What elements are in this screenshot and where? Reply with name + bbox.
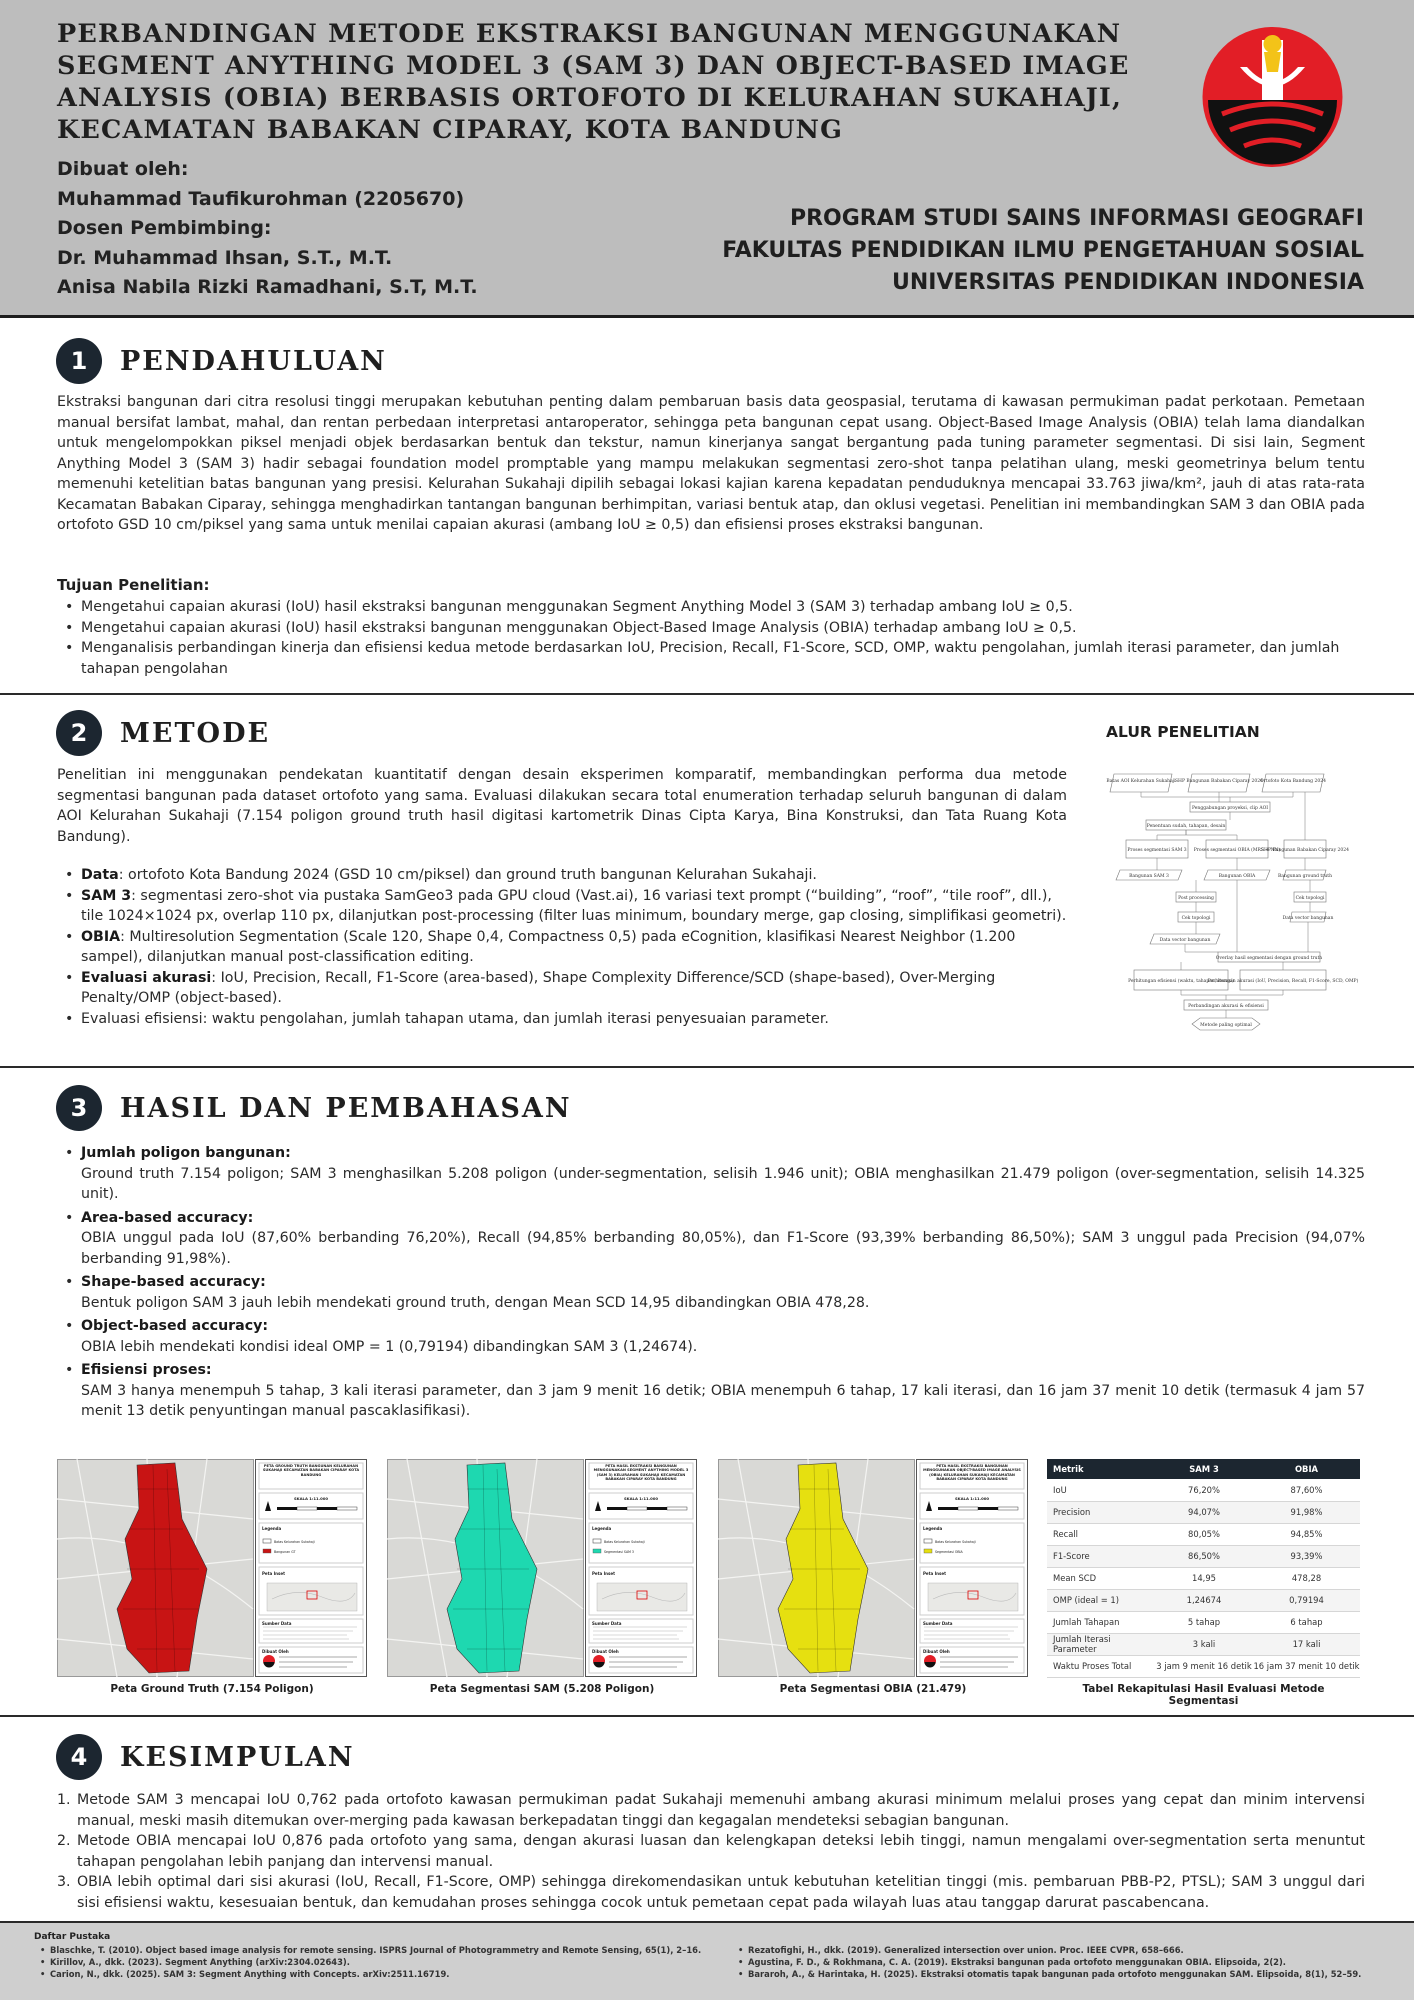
table-cell: 5 tahap [1155,1611,1253,1633]
list-item: • Jumlah poligon bangunan: Ground truth 7.154 poligon; SAM 3 menghasilkan 5.208 poligon (under-segmentation, selisih 1.946 unit); OBIA menghasilkan 21.479 poligon (over-segmentation, selisih 14.325 unit). [57,1143,1365,1205]
column-header: OBIA [1253,1459,1360,1479]
map-caption: Peta Ground Truth (7.154 Poligon) [110,1683,314,1695]
legend-item: Batas Kelurahan Sukahaji [935,1540,976,1544]
map-scale: SKALA 1:11.000 [623,1496,659,1501]
table-cell: Mean SCD [1047,1567,1155,1589]
summary-table [1047,1459,1360,1678]
legend-label: Legenda [592,1526,612,1531]
goals-label: Tujuan Penelitian: [57,576,210,594]
references-title: Daftar Pustaka [34,1932,111,1942]
map-figure [387,1459,697,1695]
author-block [57,155,478,303]
table-row [1047,1523,1360,1545]
reference-item: • Agustina, F. D., & Rokhmana, C. A. (2019). Ekstraksi bangunan pada ortofoto menggunakan OBIA. Elipsoida, 2(2). [732,1956,1402,1968]
list-item: • Mengetahui capaian akurasi (IoU) hasil ekstraksi bangunan menggunakan Object-Based Image Analysis (OBIA) terhadap ambang IoU ≥ 0,5. [57,618,1365,639]
references-left [34,1944,714,1980]
table-row [1047,1589,1360,1611]
map-image [387,1459,697,1677]
column-header: Metrik [1047,1459,1155,1479]
list-item: • Mengetahui capaian akurasi (IoU) hasil ekstraksi bangunan menggunakan Segment Anything Model 3 (SAM 3) terhadap ambang IoU ≥ 0,5. [57,597,1365,618]
flow-node: Proses segmentasi OBIA (MRS + NN) [1193,848,1281,853]
poster-header [0,0,1414,318]
flow-node: Penggabungan proyeksi, clip AOI [1191,806,1269,811]
maker-label: Dibuat Oleh [592,1649,619,1654]
map-image [57,1459,367,1677]
made-by-label: Dibuat oleh: [57,158,189,180]
list-item: 1. Metode SAM 3 mencapai IoU 0,762 pada ortofoto kawasan permukiman padat Sukahaji memenuhi ambang akurasi minimum melalui proses yang cepat dan minim intervensi manual, meski masih ditemukan over-merging pada kawasan berkepadatan tinggi dan kegagalan mendeteksi sebagian bangunan. [57,1792,1365,1829]
map-scale: SKALA 1:11.000 [293,1496,329,1501]
flowchart-title: ALUR PENELITIAN [1106,723,1260,741]
list-item: • Efisiensi proses: SAM 3 hanya menempuh 5 tahap, 3 kali iterasi parameter, dan 3 jam 9 menit 16 detik; OBIA menempuh 6 tahap, 17 kali iterasi, dan 16 jam 37 menit 10 detik (termasuk 4 jam 57 menit 13 detik penyuntingan manual pascaklasifikasi). [57,1360,1365,1422]
title-line: KECAMATAN BABAKAN CIPARAY, KOTA BANDUNG [57,115,844,145]
table-row [1047,1633,1360,1655]
legend-label: Legenda [923,1526,943,1531]
legend-item: Batas Kelurahan Sukahaji [274,1540,315,1544]
section-title: PENDAHULUAN [120,345,387,377]
list-item: • Data: ortofoto Kota Bandung 2024 (GSD 10 cm/piksel) dan ground truth bangunan Kelurahan Sukahaji. [57,865,1067,886]
map-title: PETA GROUND TRUTH BANGUNAN KELURAHAN SUKAHAJI KECAMATAN BABAKAN CIPARAY KOTA BANDUNG [262,1464,360,1477]
institution-line: FAKULTAS PENDIDIKAN ILMU PENGETAHUAN SOSIAL [722,238,1364,263]
table-cell: 14,95 [1155,1567,1253,1589]
list-item: • Area-based accuracy: OBIA unggul pada IoU (87,60% berbanding 76,20%), Recall (94,85% berbanding 80,05%), dan F1-Score (93,39% berbanding 86,50%); SAM 3 unggul pada Precision (94,07% berbanding 91,98%). [57,1208,1365,1270]
table-cell: 94,85% [1253,1523,1360,1545]
inset-label: Peta Inset [923,1571,946,1576]
maker-label: Dibuat Oleh [923,1649,950,1654]
table-cell: 1,24674 [1155,1589,1253,1611]
flow-node: Data vector bangunan [1282,916,1334,921]
research-flowchart [1106,770,1359,1070]
inset-label: Peta Inset [592,1571,615,1576]
map-figure [718,1459,1028,1695]
source-label: Sumber Data [592,1621,622,1626]
flow-node: Batas AOI Kelurahan Sukahaji [1106,779,1176,784]
map-title: PETA HASIL EKSTRAKSI BANGUNAN MENGGUNAKAN OBJECT-BASED IMAGE ANALYSIS (OBIA) KELURAHAN SUKAHAJI KECAMATAN BABAKAN CIPARAY KOTA BANDUNG [923,1464,1021,1482]
column-header: SAM 3 [1155,1459,1253,1479]
references-right [732,1944,1402,1980]
title-line: SEGMENT ANYTHING MODEL 3 (SAM 3) DAN OBJECT-BASED IMAGE [57,51,1130,81]
table-cell: Recall [1047,1523,1155,1545]
flow-node: SHP Bangunan Babakan Ciparay 2024 [1260,848,1350,853]
section-title: KESIMPULAN [120,1741,355,1773]
author-name: Muhammad Taufikurohman (2205670) [57,187,465,210]
reference-item: • Kirillov, A., dkk. (2023). Segment Anything (arXiv:2304.02643). [34,1956,714,1968]
source-label: Sumber Data [923,1621,953,1626]
table-cell: 76,20% [1155,1479,1253,1501]
list-item: 2. Metode OBIA mencapai IoU 0,876 pada ortofoto yang sama, dengan akurasi luasan dan kelengkapan deteksi lebih tinggi, namun mengalami over-segmentation serta menuntut tahapan pengolahan lebih panjang dan intervensi manual. [57,1833,1365,1870]
table-cell: IoU [1047,1479,1155,1501]
section-3-heading [56,1085,572,1131]
table-cell: 3 kali [1155,1633,1253,1655]
table-cell: 17 kali [1253,1633,1360,1655]
reference-item: • Bararoh, A., & Harintaka, H. (2025). Ekstraksi otomatis tapak bangunan pada ortofoto menggunakan SAM. Elipsoida, 8(1), 52–59. [732,1968,1402,1980]
title-line: PERBANDINGAN METODE EKSTRAKSI BANGUNAN MENGGUNAKAN [57,19,1122,49]
institution-block [722,203,1364,299]
flow-node: Proses segmentasi SAM 3 [1127,848,1187,853]
table-cell: Waktu Proses Total [1047,1655,1155,1677]
university-logo [1200,22,1345,172]
table-cell: F1-Score [1047,1545,1155,1567]
section-divider [0,1066,1414,1068]
section-title: HASIL DAN PEMBAHASAN [120,1092,572,1124]
section-divider [0,1715,1414,1717]
flow-node: Bangunan SAM 3 [1129,874,1169,879]
maker-label: Dibuat Oleh [262,1649,289,1654]
legend-item: Segmentasi OBIA [935,1550,963,1554]
map-caption: Peta Segmentasi SAM (5.208 Poligon) [429,1683,655,1695]
poster-title [57,18,1177,146]
list-item: • SAM 3: segmentasi zero-shot via pustaka SamGeo3 pada GPU cloud (Vast.ai), 16 variasi text prompt (“building”, “roof”, “tile roof”, dll.), tile 1024×1024 px, overlap 110 px, dilanjutkan post-processing (filter luas minimum, boundary merge, gap closing, simplifikasi geometri). [57,886,1067,927]
source-label: Sumber Data [262,1621,292,1626]
reference-item: • Rezatofighi, H., dkk. (2019). Generalized intersection over union. Proc. IEEE CVPR, 658–666. [732,1944,1402,1956]
table-row [1047,1567,1360,1589]
section-number: 4 [56,1734,102,1780]
flow-node: Metode paling optimal [1200,1023,1252,1028]
section-2-heading [56,710,270,756]
intro-paragraph: Ekstraksi bangunan dari citra resolusi tinggi merupakan kebutuhan penting dalam pembaruan basis data geospasial, terutama di kawasan permukiman padat perkotaan. Pemetaan manual bersifat lambat, mahal, dan rentan perbedaan interpretasi antaroperator, sehingga peta bangunan cepat usang. Object-Based Image Analysis (OBIA) telah lama diandalkan untuk mengelompokkan piksel menjadi objek berdasarkan bentuk dan tekstur, namun kinerjanya sangat bergantung pada tuning parameter segmentasi. Di sisi lain, Segment Anything Model 3 (SAM 3) hadir sebagai foundation model promptable yang mampu melakukan segmentasi zero-shot tanpa pelatihan ulang, meski geometrinya belum tentu memenuhi ketelitian batas bangunan yang presisi. Kelurahan Sukahaji dipilih sebagai lokasi kajian karena kepadatan penduduknya mencapai 33.763 jiwa/km², jauh di atas rata-rata Kecamatan Babakan Ciparay, sehingga menghadirkan tantangan bangunan berhimpitan, variasi bentuk atap, dan oklusi vegetasi. Penelitian ini membandingkan SAM 3 dan OBIA pada ortofoto GSD 10 cm/piksel yang sama untuk menilai capaian akurasi (ambang IoU ≥ 0,5) dan efisiensi proses ekstraksi bangunan. [57,394,1365,533]
section-number: 1 [56,338,102,384]
table-cell: 93,39% [1253,1545,1360,1567]
legend-item: Segmentasi SAM 3 [604,1550,634,1554]
section-4-heading [56,1734,355,1780]
section-1-heading [56,338,387,384]
table-cell: 87,60% [1253,1479,1360,1501]
section-number: 3 [56,1085,102,1131]
section-title: METODE [120,717,271,749]
flow-node: Ortofoto Kota Bandung 2024 [1260,779,1326,784]
flow-node: Penentuan sudah, tahapan, desain [1146,824,1226,829]
table-caption: Tabel Rekapitulasi Hasil Evaluasi Metode Segmentasi [1082,1683,1325,1707]
inset-label: Peta Inset [262,1571,285,1576]
flow-node: Bangunan ground truth [1278,874,1332,879]
table-cell: 80,05% [1155,1523,1253,1545]
table-row [1047,1655,1360,1677]
table-row [1047,1501,1360,1523]
table-cell: 0,79194 [1253,1589,1360,1611]
flow-node: Bangunan OBIA [1218,874,1256,879]
conclusion-list [57,1790,1365,1913]
flow-node: SHP Bangunan Babakan Ciparay 2024 [1174,779,1264,784]
map-figure [57,1459,367,1695]
list-item: • Object-based accuracy: OBIA lebih mendekati kondisi ideal OMP = 1 (0,79194) dibandingkan SAM 3 (1,24674). [57,1316,1365,1357]
results-list [57,1143,1365,1422]
list-item: 3. OBIA lebih optimal dari sisi akurasi (IoU, Recall, F1-Score, OMP) sehingga direkomendasikan untuk kebutuhan ketelitian tinggi (mis. pembaruan PBB-P2, PTSL); SAM 3 unggul dari sisi efisiensi waktu, kesesuaian bentuk, dan kemudahan proses sehingga cocok untuk pemetaan cepat pada wilayah luas atau tanggap darurat pascabencana. [57,1874,1365,1911]
method-paragraph: Penelitian ini menggunakan pendekatan kuantitatif dengan desain eksperimen komparatif, membandingkan performa dua metode segmentasi bangunan pada dataset ortofoto yang sama. Evaluasi dilakukan secara total enumeration terhadap seluruh bangunan di dalam AOI Kelurahan Sukahaji (7.154 poligon ground truth hasil digitasi kartometrik Dinas Cipta Karya, Bina Konstruksi, dan Tata Ruang Kota Bandung). [57,767,1067,845]
table-row [1047,1545,1360,1567]
flow-node: Data vector bangunan [1159,938,1211,943]
legend-item: Bangunan GT [274,1550,296,1554]
goals-list [57,597,1365,679]
table-cell: 94,07% [1155,1501,1253,1523]
list-item: • Menganalisis perbandingan kinerja dan efisiensi kedua metode berdasarkan IoU, Precision, Recall, F1-Score, SCD, OMP, waktu pengolahan, jumlah iterasi parameter, dan jumlah tahapan pengolahan [57,638,1365,679]
table-cell: 16 jam 37 menit 10 detik [1253,1655,1360,1677]
table-cell: Jumlah Tahapan [1047,1611,1155,1633]
flow-node: Perhitungan akurasi (IoU, Precision, Recall, F1-Score, SCD, OMP) [1207,979,1359,984]
map-image [718,1459,1028,1677]
map-title: PETA HASIL EKSTRAKSI BANGUNAN MENGGUNAKAN SEGMENT ANYTHING MODEL 3 (SAM 3) KELURAHAN SUKAHAJI KECAMATAN BABAKAN CIPARAY KOTA BANDUNG [593,1464,689,1482]
table-cell: 3 jam 9 menit 16 detik [1155,1655,1253,1677]
section-number: 2 [56,710,102,756]
table-cell: 91,98% [1253,1501,1360,1523]
institution-line: UNIVERSITAS PENDIDIKAN INDONESIA [892,270,1364,295]
section-divider [0,693,1414,695]
supervisor-name: Anisa Nabila Rizki Ramadhani, S.T, M.T. [57,276,478,298]
table-cell: 6 tahap [1253,1611,1360,1633]
reference-item: • Carion, N., dkk. (2025). SAM 3: Segment Anything with Concepts. arXiv:2511.16719. [34,1968,714,1980]
table-cell: Jumlah Iterasi Parameter [1047,1633,1155,1655]
flow-node: Cek topologi [1295,896,1325,901]
flow-node: Overlay hasil segmentasi dengan ground truth [1215,956,1323,961]
table-cell: 86,50% [1155,1545,1253,1567]
list-item: • OBIA: Multiresolution Segmentation (Scale 120, Shape 0,4, Compactness 0,5) pada eCognition, klasifikasi Nearest Neighbor (1.200 sampel), dilanjutkan manual post-classification editing. [57,927,1067,968]
table-row [1047,1611,1360,1633]
flow-node: Perbandingan akurasi & efisiensi [1188,1004,1264,1009]
supervisor-name: Dr. Muhammad Ihsan, S.T., M.T. [57,246,393,269]
table-cell: 478,28 [1253,1567,1360,1589]
map-caption: Peta Segmentasi OBIA (21.479) [779,1683,967,1695]
supervisor-label: Dosen Pembimbing: [57,217,272,239]
table-row [1047,1479,1360,1501]
institution-line: PROGRAM STUDI SAINS INFORMASI GEOGRAFI [789,206,1364,231]
flow-node: Cek topologi [1181,916,1211,921]
legend-label: Legenda [262,1526,282,1531]
table-header-row [1047,1459,1360,1479]
map-scale: SKALA 1:11.000 [954,1496,990,1501]
references [0,1921,1414,2000]
table-cell: OMP (ideal = 1) [1047,1589,1155,1611]
list-item: • Evaluasi efisiensi: waktu pengolahan, jumlah tahapan utama, dan jumlah iterasi penyesuaian parameter. [57,1009,1067,1030]
flow-node: Perhitungan efisiensi (waktu, tahapan, iterasi) [1128,979,1234,984]
reference-item: • Blaschke, T. (2010). Object based image analysis for remote sensing. ISPRS Journal of Photogrammetry and Remote Sensing, 65(1), 2–16. [34,1944,714,1956]
method-list [57,865,1067,1029]
title-line: ANALYSIS (OBIA) BERBASIS ORTOFOTO DI KELURAHAN SUKAHAJI, [57,83,1123,113]
flow-node: Post processing [1178,896,1214,901]
legend-item: Batas Kelurahan Sukahaji [604,1540,645,1544]
list-item: • Evaluasi akurasi: IoU, Precision, Recall, F1-Score (area-based), Shape Complexity Difference/SCD (shape-based), Over-Merging Penalty/OMP (object-based). [57,968,1067,1009]
table-cell: Precision [1047,1501,1155,1523]
list-item: • Shape-based accuracy: Bentuk poligon SAM 3 jauh lebih mendekati ground truth, dengan Mean SCD 14,95 dibandingkan OBIA 478,28. [57,1272,1365,1313]
